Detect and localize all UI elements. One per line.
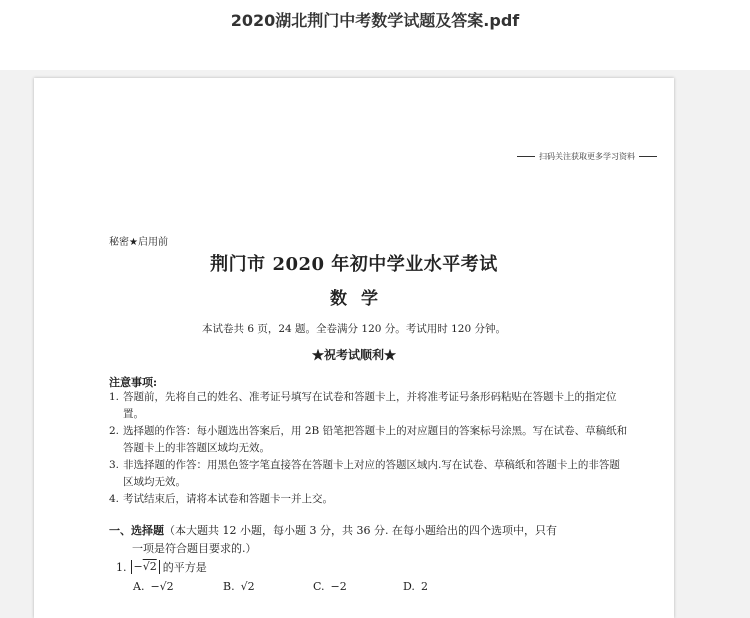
option-label: A. bbox=[133, 580, 145, 593]
notice-item bbox=[109, 423, 629, 457]
section-header bbox=[109, 522, 629, 540]
option-b bbox=[223, 580, 313, 593]
sqrt-expression: √2 bbox=[142, 560, 157, 573]
notice-text: 选择题的作答：每小题选出答案后，用 2B 铅笔把答题卡上的对应题目的答案标号涂黑。写在试卷、草稿纸和答题卡上的非答题区域均无效。 bbox=[123, 425, 628, 454]
qr-banner bbox=[517, 151, 657, 162]
option-text: √2 bbox=[240, 580, 255, 593]
banner-rule-left bbox=[517, 156, 535, 157]
notice-heading: 注意事项: bbox=[109, 376, 158, 389]
option-text: −2 bbox=[330, 580, 347, 593]
notice-text: 答题前，先将自己的姓名、准考证号填写在试卷和答题卡上，并将准考证号条形码粘贴在答题卡上的指定位置。 bbox=[123, 391, 617, 420]
section-choice bbox=[109, 522, 629, 558]
secret-label: 秘密★启用前 bbox=[109, 237, 168, 248]
expr-minus: − bbox=[133, 560, 143, 573]
notice-text: 考试结束后，请将本试卷和答题卡一并上交。 bbox=[123, 493, 333, 505]
question-1-options bbox=[133, 580, 493, 593]
abs-value-expression bbox=[131, 560, 160, 574]
option-label: B. bbox=[223, 580, 235, 593]
option-d bbox=[403, 580, 493, 593]
banner-text: 扫码关注获取更多学习资料 bbox=[539, 152, 635, 161]
section-description-cont: 一项是符合题目要求的.） bbox=[132, 542, 257, 555]
notice-number: 4. bbox=[109, 493, 120, 505]
document-page bbox=[34, 78, 674, 618]
notice-text: 非选择题的作答：用黑色签字笔直接答在答题卡上对应的答题区域内.写在试卷、草稿纸和答题卡上的非答题区域均无效。 bbox=[123, 459, 620, 488]
question-stem: 的平方是 bbox=[162, 561, 207, 574]
question-1 bbox=[116, 559, 207, 575]
section-title: 一、选择题 bbox=[109, 524, 164, 537]
notice-item bbox=[109, 389, 629, 423]
viewer-toolbar bbox=[0, 0, 750, 70]
notice-item bbox=[109, 457, 629, 491]
option-a bbox=[133, 580, 223, 593]
section-description: （本大题共 12 小题，每小题 3 分，共 36 分. 在每小题给出的四个选项中，只有 bbox=[164, 524, 557, 537]
notice-item bbox=[109, 491, 629, 508]
option-c bbox=[313, 580, 403, 593]
option-label: D. bbox=[403, 580, 415, 593]
subject-title: 数学 bbox=[330, 289, 392, 309]
file-title: 2020湖北荆门中考数学试题及答案.pdf bbox=[230, 11, 520, 30]
exam-title: 荆门市 2020 年初中学业水平考试 bbox=[210, 254, 498, 275]
exam-meta: 本试卷共 6 页，24 题。全卷满分 120 分。考试用时 120 分钟。 bbox=[202, 323, 506, 335]
notice-number: 1. bbox=[109, 391, 120, 403]
question-number: 1. bbox=[116, 560, 127, 574]
notice-number: 2. bbox=[109, 425, 120, 437]
good-luck-line: ★祝考试顺利★ bbox=[311, 348, 396, 362]
notice-list bbox=[109, 389, 629, 508]
option-text: 2 bbox=[420, 580, 428, 593]
option-label: C. bbox=[313, 580, 325, 593]
banner-rule-right bbox=[639, 156, 657, 157]
notice-number: 3. bbox=[109, 459, 120, 471]
option-text: −√2 bbox=[150, 580, 174, 593]
